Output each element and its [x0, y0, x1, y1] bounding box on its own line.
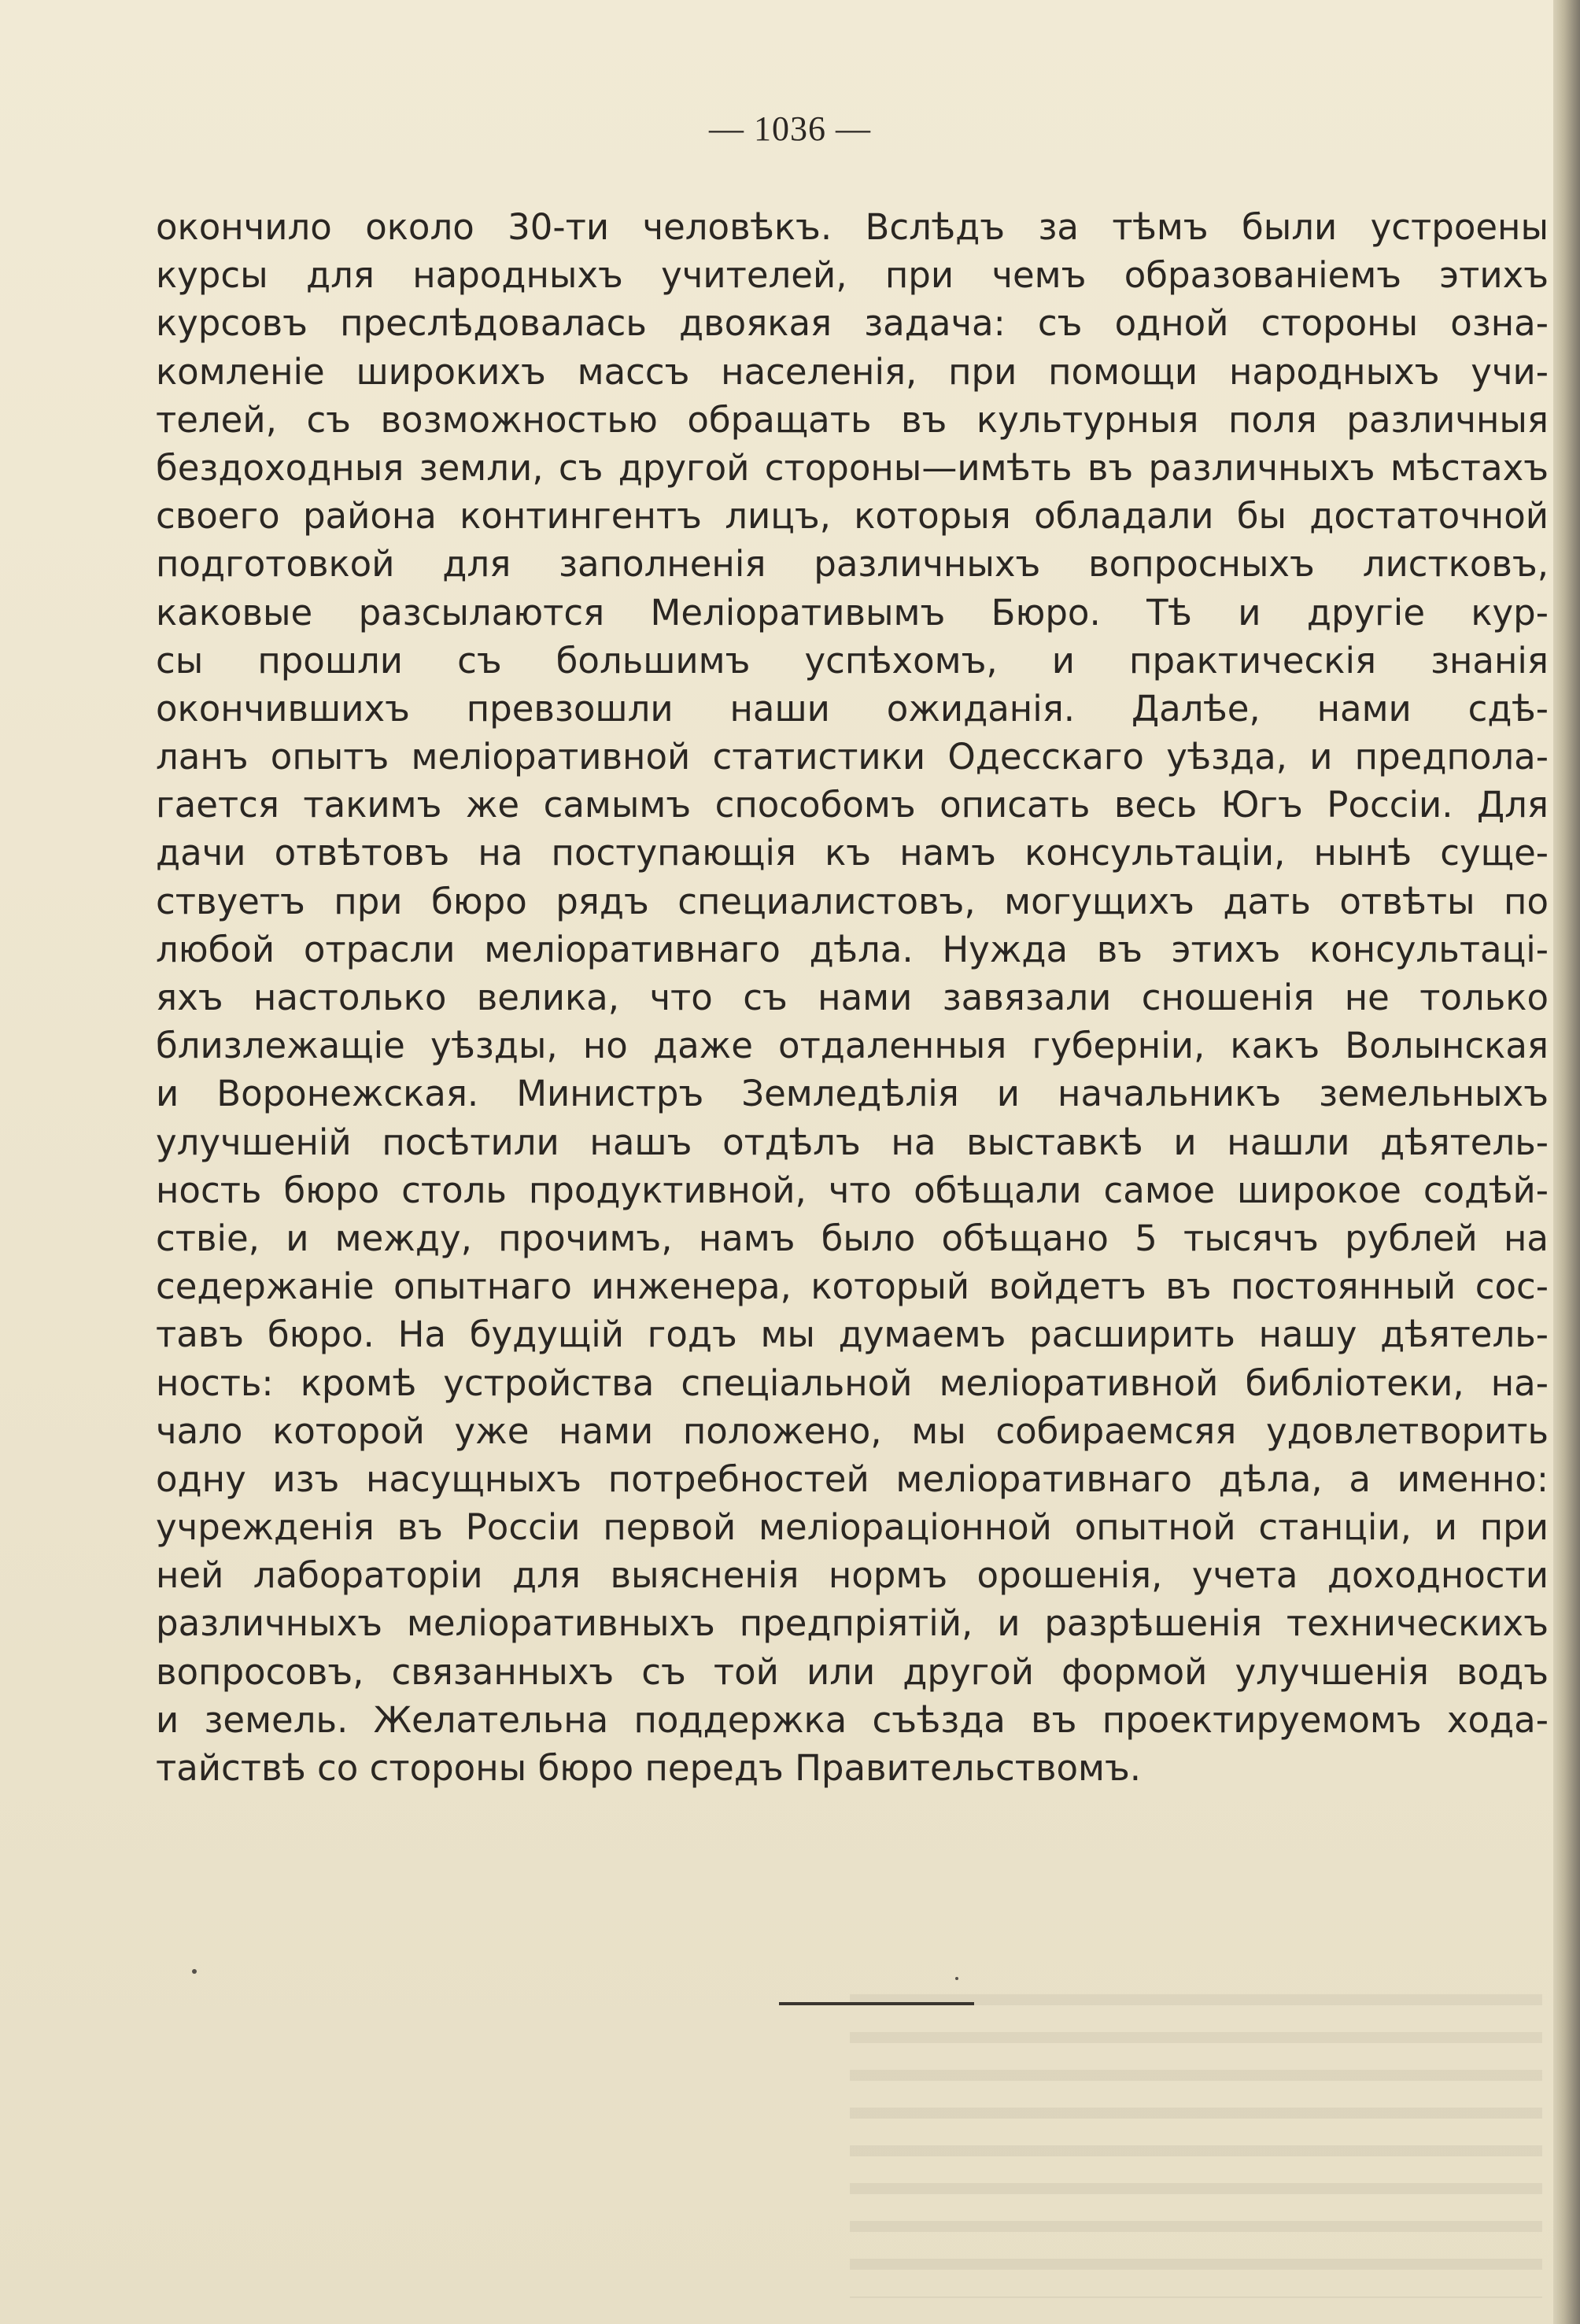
- page-number: — 1036 —: [709, 109, 871, 148]
- text-line: вопросовъ, связанныхъ съ той или другой формой улучшенія водъ: [156, 1650, 1549, 1693]
- paper-speck: [955, 1977, 958, 1980]
- text-line: подготовкой для заполненія различныхъ вопросныхъ листковъ,: [156, 543, 1549, 586]
- text-line: курсы для народныхъ учителей, при чемъ образованіемъ этихъ: [156, 254, 1549, 297]
- show-through-text: [850, 1967, 1542, 2298]
- text-line: каковые разсылаются Меліоративымъ Бюро. Тѣ и другіе кур-: [156, 591, 1549, 634]
- text-line-final: тайствѣ со стороны бюро передъ Правительствомъ.: [156, 1747, 1142, 1789]
- text-line: окончившихъ превзошли наши ожиданія. Далѣе, нами сдѣ-: [156, 687, 1549, 730]
- text-line: и Воронежская. Министръ Земледѣлія и начальникъ земельныхъ: [156, 1073, 1549, 1115]
- text-line: своего района контингентъ лицъ, которыя обладали бы достаточной: [156, 495, 1549, 538]
- text-line: ствіе, и между, прочимъ, намъ было обѣщано 5 тысячъ рублей на: [156, 1217, 1549, 1259]
- page-edge-shadow: [1553, 0, 1580, 2324]
- section-end-rule: [779, 2002, 974, 2005]
- text-line: дачи отвѣтовъ на поступающія къ намъ консультаціи, нынѣ суще-: [156, 832, 1549, 874]
- text-line: ность: кромѣ устройства спеціальной меліоративной библіотеки, на-: [156, 1362, 1549, 1404]
- text-line: окончило около 30-ти человѣкъ. Вслѣдъ за тѣмъ были устроены: [156, 206, 1549, 248]
- paper-speck: [192, 1969, 197, 1974]
- text-line: телей, съ возможностью обращать въ культурныя поля различныя: [156, 398, 1549, 441]
- text-line: сы прошли съ большимъ успѣхомъ, и практическія знанія: [156, 639, 1549, 682]
- body-text: [156, 203, 1549, 1792]
- text-line: бездоходныя земли, съ другой стороны—имѣть въ различныхъ мѣстахъ: [156, 446, 1549, 489]
- text-line: ствуетъ при бюро рядъ специалистовъ, могущихъ дать отвѣты по: [156, 880, 1549, 922]
- text-line: чало которой уже нами положено, мы собираемсяя удовлетворить: [156, 1410, 1549, 1452]
- text-line: ность бюро столь продуктивной, что обѣщали самое широкое содѣй-: [156, 1169, 1549, 1211]
- text-line: близлежащіе уѣзды, но даже отдаленныя губерніи, какъ Волынская: [156, 1025, 1549, 1067]
- text-line: улучшеній посѣтили нашъ отдѣлъ на выставкѣ и нашли дѣятель-: [156, 1121, 1549, 1163]
- text-line: гается такимъ же самымъ способомъ описать весь Югъ Россіи. Для: [156, 784, 1549, 826]
- text-line: комленіе широкихъ массъ населенія, при помощи народныхъ учи-: [156, 350, 1549, 393]
- text-line: одну изъ насущныхъ потребностей меліоративнаго дѣла, а именно:: [156, 1458, 1549, 1500]
- text-line: курсовъ преслѣдовалась двоякая задача: съ одной стороны озна-: [156, 302, 1549, 345]
- text-line: различныхъ меліоративныхъ предпріятій, и разрѣшенія техническихъ: [156, 1602, 1549, 1645]
- text-line: ланъ опытъ меліоративной статистики Одесскаго уѣзда, и предпола-: [156, 736, 1549, 778]
- text-line: седержаніе опытнаго инженера, который войдетъ въ постоянный сос-: [156, 1265, 1549, 1308]
- text-line: тавъ бюро. На будущій годъ мы думаемъ расширить нашу дѣятель-: [156, 1313, 1549, 1356]
- text-line: учрежденія въ Россіи первой меліораціонной опытной станціи, и при: [156, 1506, 1549, 1549]
- text-line: и земель. Желательна поддержка съѣзда въ проектируемомъ хода-: [156, 1698, 1549, 1741]
- text-line: ней лабораторіи для выясненія нормъ орошенія, учета доходности: [156, 1554, 1549, 1597]
- text-line: любой отрасли меліоративнаго дѣла. Нужда въ этихъ консультаці-: [156, 928, 1549, 970]
- text-line: яхъ настолько велика, что съ нами завязали сношенія не только: [156, 977, 1549, 1018]
